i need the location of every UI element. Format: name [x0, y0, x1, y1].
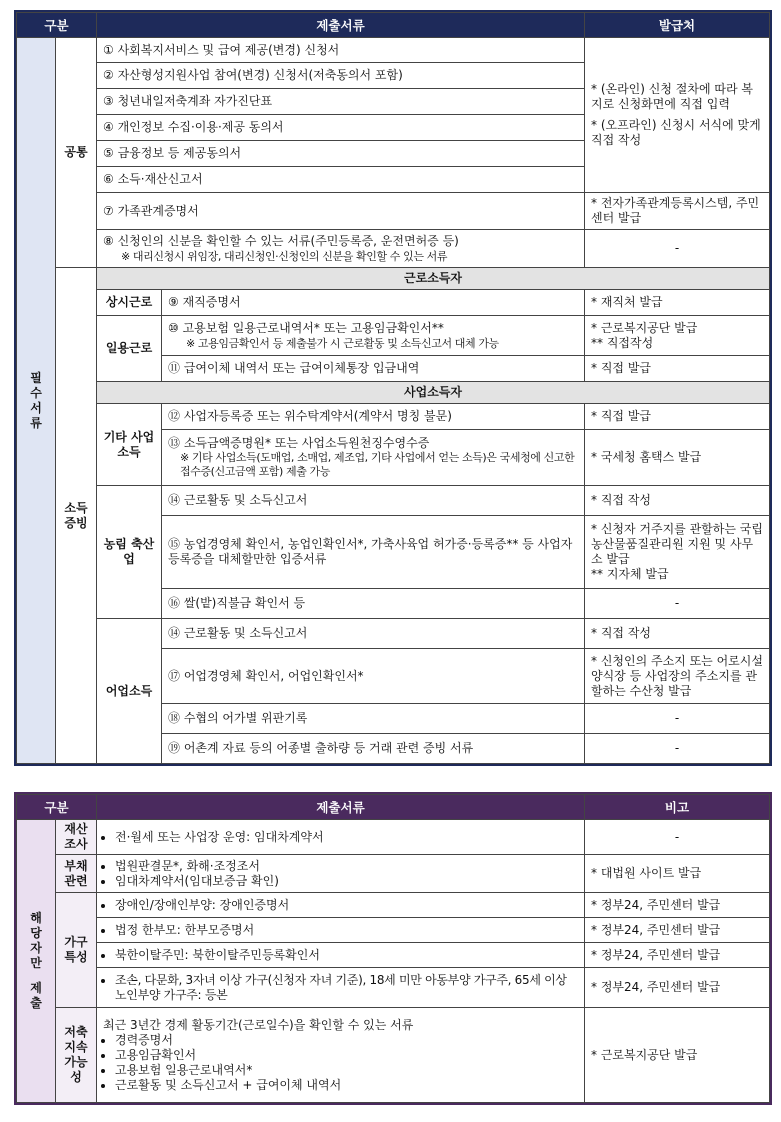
household-note-2: * 정부24, 주민센터 발급	[585, 918, 770, 943]
household-label: 가구 특성	[56, 893, 97, 1008]
header-category-2: 구분	[17, 795, 97, 820]
salary-transfer-item: ⑪ 급여이체 내역서 또는 급여이체통장 입금내역	[162, 356, 585, 382]
agriculture-label: 농림 축산업	[97, 486, 162, 619]
regular-work-item: ⑨ 재직증명서	[162, 290, 585, 316]
agriculture-item-3: ⑯ 쌀(밭)직불금 확인서 등	[162, 589, 585, 619]
debt-label: 부채 관련	[56, 855, 97, 893]
agriculture-item-1: ⑭ 근로활동 및 소득신고서	[162, 486, 585, 516]
property-item: • 전·월세 또는 사업장 운영: 임대차계약서	[97, 820, 585, 855]
conditional-documents-table	[16, 794, 770, 1103]
other-business-item-2: ⑬ 소득금액증명원* 또는 사업소득원천징수영수증 ※ 기타 사업소득(도매업, 소매업, 제조업, 기타 사업에서 얻는 소득)은 국세청에 신고한 접수증(신고금액 포함) 제출 가능	[162, 430, 585, 486]
other-business-note: ※ 기타 사업소득(도매업, 소매업, 제조업, 기타 사업에서 얻는 소득)은 국세청에 신고한 접수증(신고금액 포함) 제출 가능	[180, 451, 575, 478]
regular-work-issuer: * 재직처 발급	[585, 290, 770, 316]
header-documents-2: 제출서류	[97, 795, 585, 820]
header-documents: 제출서류	[97, 13, 585, 38]
savings-label: 저축 지속 가능 성	[56, 1008, 97, 1103]
other-business-issuer-2: * 국세청 홈택스 발급	[585, 430, 770, 486]
common-item-7: ⑦ 가족관계증명서	[97, 193, 585, 230]
common-item-4: ④ 개인정보 수집·이용·제공 동의서	[97, 115, 585, 141]
fishery-item-4: ⑲ 어촌계 자료 등의 어종별 출하량 등 거래 관련 증빙 서류	[162, 734, 585, 764]
common-item-2: ② 자산형성지원사업 참여(변경) 신청서(저축동의서 포함)	[97, 63, 585, 89]
common-issuer-online: * (온라인) 신청 절차에 따라 복지로 신청화면에 직접 입력 * (오프라인) 신청시 서식에 맞게 직접 작성	[585, 38, 770, 193]
property-label: 재산 조사	[56, 820, 97, 855]
header-issuer: 발급처	[585, 13, 770, 38]
savings-items: 최근 3년간 경제 활동기간(근로일수)을 확인할 수 있는 서류 • 경력증명서 • 고용임금확인서 • 고용보험 일용근로내역서* • 근로활동 및 소득신고서 + 급여이체 내역서	[97, 1008, 585, 1103]
fishery-issuer-3: -	[585, 704, 770, 734]
daily-work-issuer: * 근로복지공단 발급 ** 직접작성	[585, 316, 770, 356]
earned-income-band: 근로소득자	[97, 268, 770, 290]
other-business-issuer-1: * 직접 발급	[585, 404, 770, 430]
debt-items: • 법원판결문*, 화해·조정조서 • 임대차계약서(임대보증금 확인)	[97, 855, 585, 893]
salary-transfer-issuer: * 직접 발급	[585, 356, 770, 382]
required-docs-label: 필 수 서 류	[17, 38, 56, 764]
daily-work-item: ⑩ 고용보험 일용근로내역서* 또는 고용임금확인서** ※ 고용임금확인서 등 제출불가 시 근로활동 및 소득신고서 대체 가능	[162, 316, 585, 356]
debt-note: * 대법원 사이트 발급	[585, 855, 770, 893]
daily-work-note: ※ 고용임금확인서 등 제출불가 시 근로활동 및 소득신고서 대체 가능	[186, 336, 499, 350]
household-item-1: • 장애인/장애인부양: 장애인증명서	[97, 893, 585, 918]
agriculture-issuer-1: * 직접 작성	[585, 486, 770, 516]
household-note-3: * 정부24, 주민센터 발급	[585, 943, 770, 968]
regular-work-label: 상시근로	[97, 290, 162, 316]
daily-work-label: 일용근로	[97, 316, 162, 382]
common-item-3: ③ 청년내일저축계좌 자가진단표	[97, 89, 585, 115]
agriculture-issuer-3: -	[585, 589, 770, 619]
agriculture-item-2: ⑮ 농업경영체 확인서, 농업인확인서*, 가축사육업 허가증·등록증** 등 사업자등록증을 대체할만한 입증서류	[162, 516, 585, 589]
income-proof-label: 소득 증빙	[56, 268, 97, 764]
required-documents-table	[16, 12, 770, 764]
business-income-band: 사업소득자	[97, 382, 770, 404]
fishery-item-1: ⑭ 근로활동 및 소득신고서	[162, 619, 585, 649]
common-item-8-note: ※ 대리신청시 위임장, 대리신청인·신청인의 신분을 확인할 수 있는 서류	[121, 249, 448, 263]
common-label: 공통	[56, 38, 97, 268]
common-item-6: ⑥ 소득·재산신고서	[97, 167, 585, 193]
header-category: 구분	[17, 13, 97, 38]
fishery-issuer-2: * 신청인의 주소지 또는 어로시설 양식장 등 사업장의 주소지를 관할하는 수산청 발급	[585, 649, 770, 704]
household-item-4: • 조손, 다문화, 3자녀 이상 가구(신청자 자녀 기준), 18세 미만 아동부양 가구주, 65세 이상 노인부양 가구주: 등본	[97, 968, 585, 1008]
other-business-label: 기타 사업소득	[97, 404, 162, 486]
common-item-8: ⑧ 신청인의 신분을 확인할 수 있는 서류(주민등록증, 운전면허증 등) ※ 대리신청시 위임장, 대리신청인·신청인의 신분을 확인할 수 있는 서류	[97, 230, 585, 268]
household-note-4: * 정부24, 주민센터 발급	[585, 968, 770, 1008]
fishery-issuer-1: * 직접 작성	[585, 619, 770, 649]
common-issuer-family: * 전자가족관계등록시스템, 주민센터 발급	[585, 193, 770, 230]
common-item-1: ① 사회복지서비스 및 급여 제공(변경) 신청서	[97, 38, 585, 63]
common-item-5: ⑤ 금융정보 등 제공동의서	[97, 141, 585, 167]
fishery-issuer-4: -	[585, 734, 770, 764]
household-item-2: • 법정 한부모: 한부모증명서	[97, 918, 585, 943]
household-item-3: • 북한이탈주민: 북한이탈주민등록확인서	[97, 943, 585, 968]
fishery-item-3: ⑱ 수협의 어가별 위판기록	[162, 704, 585, 734]
household-note-1: * 정부24, 주민센터 발급	[585, 893, 770, 918]
fishery-label: 어업소득	[97, 619, 162, 764]
savings-note: * 근로복지공단 발급	[585, 1008, 770, 1103]
common-issuer-id: -	[585, 230, 770, 268]
fishery-item-2: ⑰ 어업경영체 확인서, 어업인확인서*	[162, 649, 585, 704]
conditional-docs-label: 해 당 자 만 제 출	[17, 820, 56, 1103]
agriculture-issuer-2: * 신청자 거주지를 관할하는 국립농산물품질관리원 지원 및 사무소 발급 ** 지자체 발급	[585, 516, 770, 589]
header-remarks: 비고	[585, 795, 770, 820]
other-business-item-1: ⑫ 사업자등록증 또는 위수탁계약서(계약서 명칭 불문)	[162, 404, 585, 430]
property-note: -	[585, 820, 770, 855]
